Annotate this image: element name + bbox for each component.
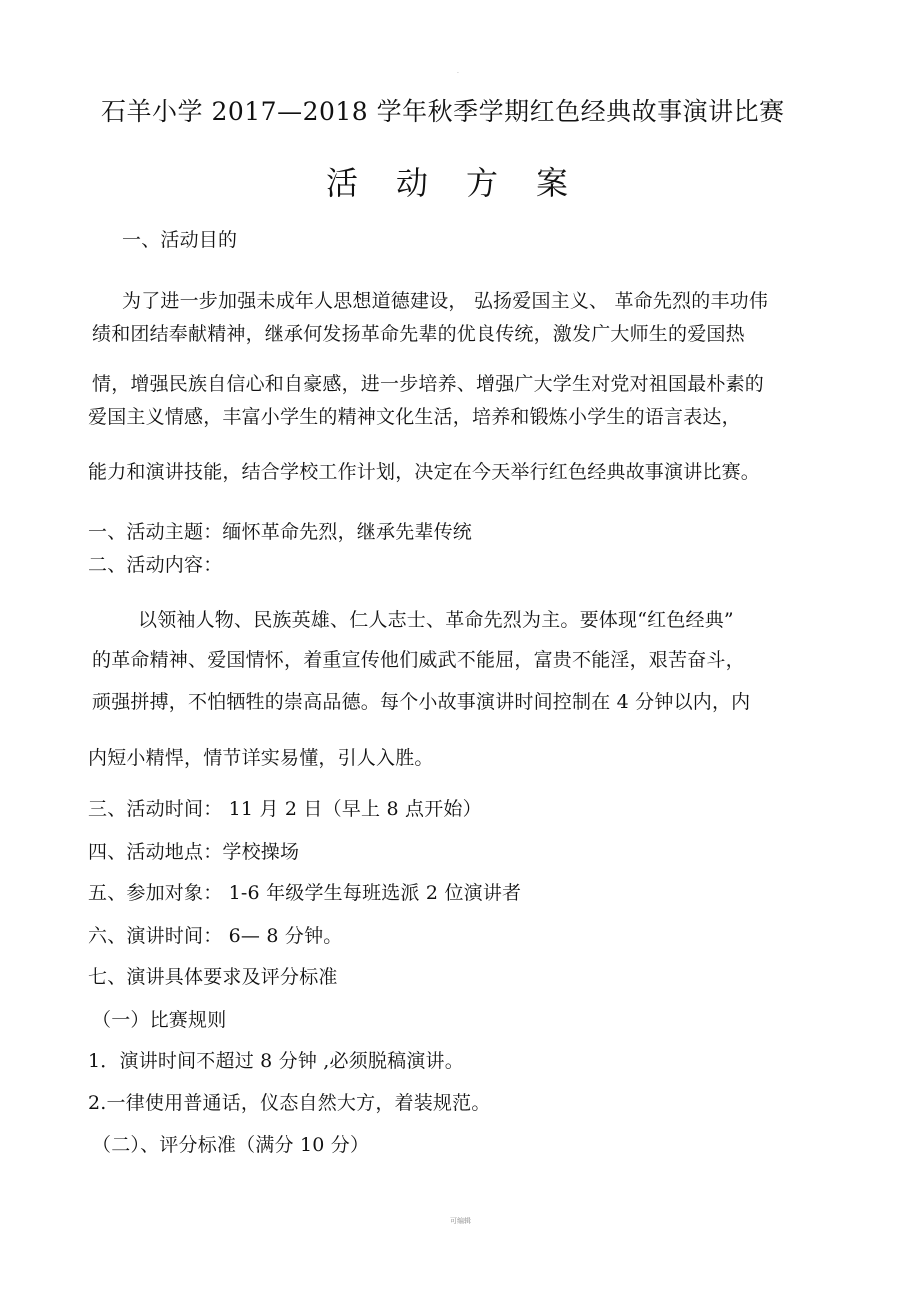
activity-content-heading: 二、活动内容： — [88, 554, 223, 576]
document-subtitle — [326, 163, 568, 203]
purpose-line: 爱国主义情感，丰富小学生的精神文化生活，培养和锻炼小学生的语言表达， — [88, 406, 741, 428]
section-purpose-heading: 一、活动目的 — [122, 229, 238, 251]
activity-time: 三、活动时间： 11 月 2 日（早上 8 点开始） — [88, 798, 482, 820]
activity-participants: 五、参加对象： 1-6 年级学生每班选派 2 位演讲者 — [88, 882, 522, 904]
page-footer: 可编辑 — [450, 1217, 471, 1225]
rule-item: 1．演讲时间不超过 8 分钟 ,必须脱稿演讲。 — [88, 1050, 464, 1072]
document-title: 石羊小学 2017—2018 学年秋季学期红色经典故事演讲比赛 — [101, 97, 785, 126]
content-line: 的革命精神、爱国情怀，着重宣传他们威武不能屈，富贵不能淫，艰苦奋斗， — [92, 649, 745, 671]
header-dot: · — [457, 70, 459, 77]
activity-place: 四、活动地点：学校操场 — [88, 841, 300, 863]
content-line: 以领袖人物、民族英雄、仁人志士、革命先烈为主。要体现“红色经典” — [138, 609, 734, 631]
rules-heading: （一）比赛规则 — [92, 1009, 227, 1031]
content-line: 内短小精悍，情节详实易懂，引人入胜。 — [88, 747, 434, 769]
content-line: 顽强拼搏，不怕牺牲的崇高品德。每个小故事演讲时间控制在 4 分钟以内，内 — [92, 691, 751, 713]
subtitle-char: 案 — [536, 164, 569, 202]
scoring-heading: （二）、评分标准（满分 10 分） — [92, 1134, 370, 1156]
subtitle-char: 方 — [466, 164, 499, 202]
speech-time: 六、演讲时间： 6— 8 分钟。 — [88, 925, 343, 947]
subtitle-char: 活 — [326, 164, 359, 202]
subtitle-char: 动 — [396, 164, 429, 202]
requirements-heading: 七、演讲具体要求及评分标准 — [88, 966, 338, 988]
purpose-line: 为了进一步加强未成年人思想道德建设， 弘扬爱国主义、 革命先烈的丰功伟 — [122, 290, 769, 312]
activity-theme: 一、活动主题：缅怀革命先烈，继承先辈传统 — [88, 521, 473, 543]
rule-item: 2.一律使用普通话，仪态自然大方，着装规范。 — [88, 1092, 491, 1114]
purpose-line: 能力和演讲技能，结合学校工作计划，决定在今天举行红色经典故事演讲比赛。 — [88, 461, 761, 483]
purpose-line: 绩和团结奉献精神，继承何发扬革命先辈的优良传统，激发广大师生的爱国热 — [92, 323, 745, 345]
purpose-line: 情，增强民族自信心和自豪感，进一步培养、增强广大学生对党对祖国最朴素的 — [92, 373, 765, 395]
